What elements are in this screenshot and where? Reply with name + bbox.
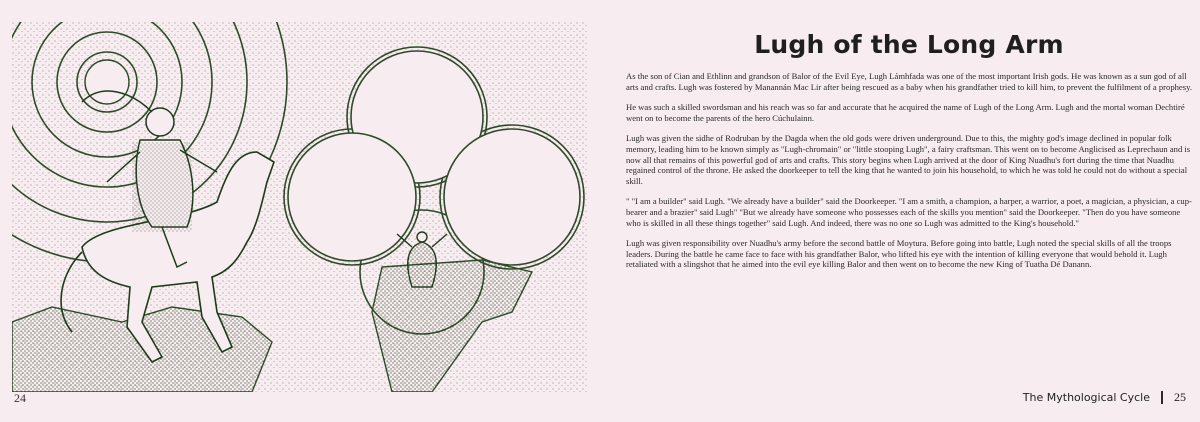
paragraph-4: " "I am a builder" said Lugh. "We already have a builder" said the Doorkeeper. "I am a smith, a champion, a harper, a warrior, a poet, a magician, a physician, a cup-bearer and a brazier" said Lugh" "But we already have someone who possesses each of the skills you mention" said the Doorkeeper. "Then do you have someone who is skilled in all these things together" said Lugh. And indeed, there was no one so Lugh was admitted to the King's household."	[626, 196, 1192, 228]
paragraph-5: Lugh was given responsibility over Nuadhu's army before the second battle of Moytura. Before going into battle, Lugh noted the special skills of all the troops leaders. During the battle he came face to face with his grandfather Balor, who lifted his eye with the intention of killing everyone that would behold it. Lugh retaliated with a slingshot that he aimed into the evil eye killing Balor and then went on to become the new King of Tuatha Dé Danann.	[626, 238, 1172, 270]
paragraph-3: Lugh was given the sidhe of Rodruban by the Dagda when the old gods were driven underground. Due to this, the mighty god's image declined in popular folk memory, leading him to be known simply as "Lugh-chromain" or "little stooping Lugh", a fairy craftsman. This went on to become Anglicised as Leprechaun and is now all that remains of this powerful god of arts and crafts. This story begins when Lugh arrived at the door of King Nuadhu's fort during the time that Nuadhu regained control of the throne. He asked the doorkeeper to tell the king that he wanted to join his household, to which he was told he could not do without a special skill.	[626, 133, 1191, 186]
running-footer	[1023, 390, 1186, 405]
section-title: The Mythological Cycle	[1022, 391, 1150, 404]
article-title: Lugh of the Long Arm	[754, 30, 1064, 59]
right-page-number: 25	[1174, 390, 1186, 404]
illustration-panel	[12, 22, 588, 392]
ink-illustration	[12, 22, 588, 392]
paragraph-1: As the son of Cian and Ethlinn and grandson of Balor of the Evil Eye, Lugh Lámhfada was one of the most important Irish gods. He was known as a sun god of all arts and crafts. Lugh was fostered by Manannán Mac Lir after being rescued as a baby when his grandfather tried to kill him, to prevent the fulfilment of a prophesy.	[626, 71, 1192, 92]
footer-divider	[1161, 391, 1163, 404]
article-column	[626, 30, 1192, 280]
left-page-number: 24	[14, 391, 26, 405]
paragraph-2: He was such a skilled swordsman and his reach was so far and accurate that he acquired the name of Lugh of the Long Arm. Lugh and the mortal woman Dechtiré went on to become the parents of the hero Cúchulainn.	[626, 102, 1185, 123]
